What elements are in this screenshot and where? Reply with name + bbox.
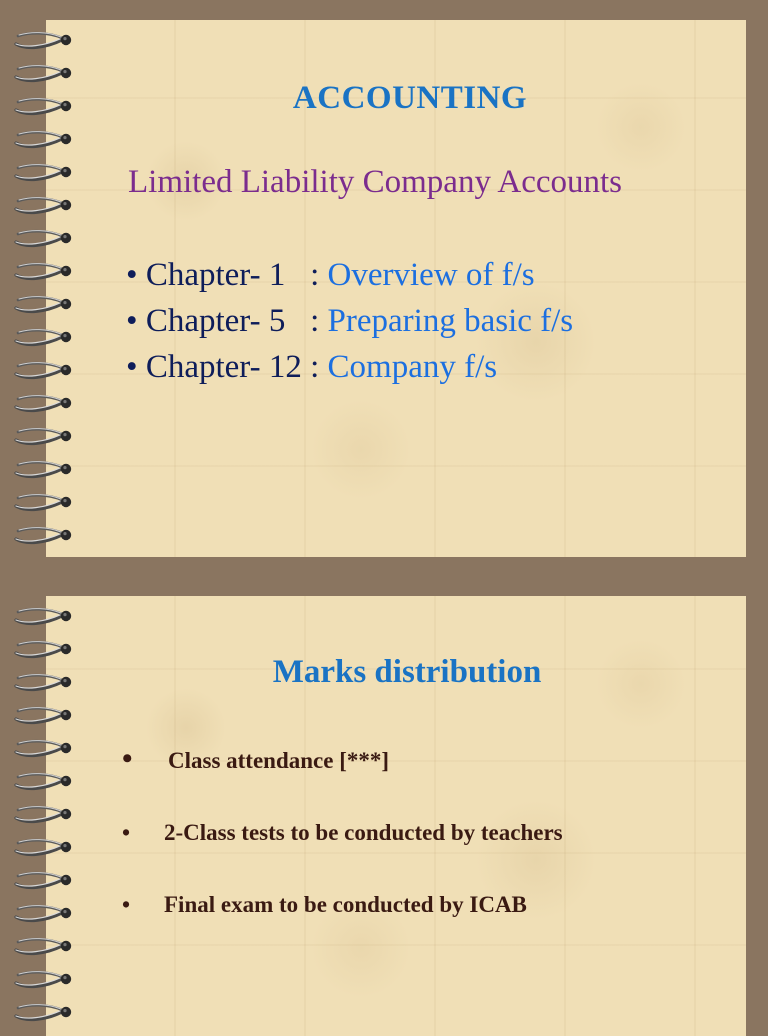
spiral-ring-icon [12, 936, 76, 956]
spiral-ring-icon [12, 162, 76, 182]
spiral-ring-icon [12, 738, 76, 758]
chapter-topic: Preparing basic f/s [327, 303, 574, 339]
spiral-ring-icon [12, 459, 76, 479]
chapter-item: • Chapter- 5 : Preparing basic f/s [126, 303, 574, 339]
chapter-topic: Overview of f/s [327, 257, 535, 293]
chapter-item: • Chapter- 1 : Overview of f/s [126, 257, 535, 293]
marks-item-text: Class attendance [***] [168, 748, 390, 773]
spiral-ring-icon [12, 294, 76, 314]
slide2-title: Marks distribution [272, 654, 542, 690]
marks-item-text: Final exam to be conducted by ICAB [164, 892, 527, 917]
spiral-ring-icon [12, 426, 76, 446]
spiral-ring-icon [12, 30, 76, 50]
spiral-ring-icon [12, 195, 76, 215]
chapter-label: Chapter- 12 : [145, 349, 328, 385]
spiral-ring-icon [12, 969, 76, 989]
bullet-icon: • [122, 742, 133, 775]
spiral-ring-icon [12, 525, 76, 545]
spiral-ring-icon [12, 804, 76, 824]
chapter-topic: Company f/s [327, 349, 498, 385]
spiral-ring-icon [12, 393, 76, 413]
spiral-ring-icon [12, 606, 76, 626]
bullet-icon: • [122, 820, 131, 845]
spiral-ring-icon [12, 492, 76, 512]
chapter-list [126, 252, 573, 390]
spiral-ring-icon [12, 327, 76, 347]
marks-item [122, 820, 563, 846]
spiral-ring-icon [12, 771, 76, 791]
chapter-label: Chapter- 5 : [145, 303, 328, 339]
bullet-icon: • [122, 892, 131, 917]
spiral-ring-icon [12, 129, 76, 149]
marks-item [122, 892, 527, 918]
spiral-ring-icon [12, 360, 76, 380]
slide1-subtitle: Limited Liability Company Accounts [128, 164, 623, 200]
spiral-ring-icon [12, 228, 76, 248]
spiral-ring-icon [12, 870, 76, 890]
slide1-title: ACCOUNTING [292, 80, 528, 116]
spiral-ring-icon [12, 903, 76, 923]
spiral-ring-icon [12, 261, 76, 281]
spiral-ring-icon [12, 705, 76, 725]
marks-item [122, 742, 389, 776]
spiral-ring-icon [12, 837, 76, 857]
spiral-ring-icon [12, 1002, 76, 1022]
chapter-item: • Chapter- 12 : Company f/s [126, 349, 498, 385]
marks-item-text: 2-Class tests to be conducted by teachers [164, 820, 563, 845]
chapter-label: Chapter- 1 : [145, 257, 328, 293]
